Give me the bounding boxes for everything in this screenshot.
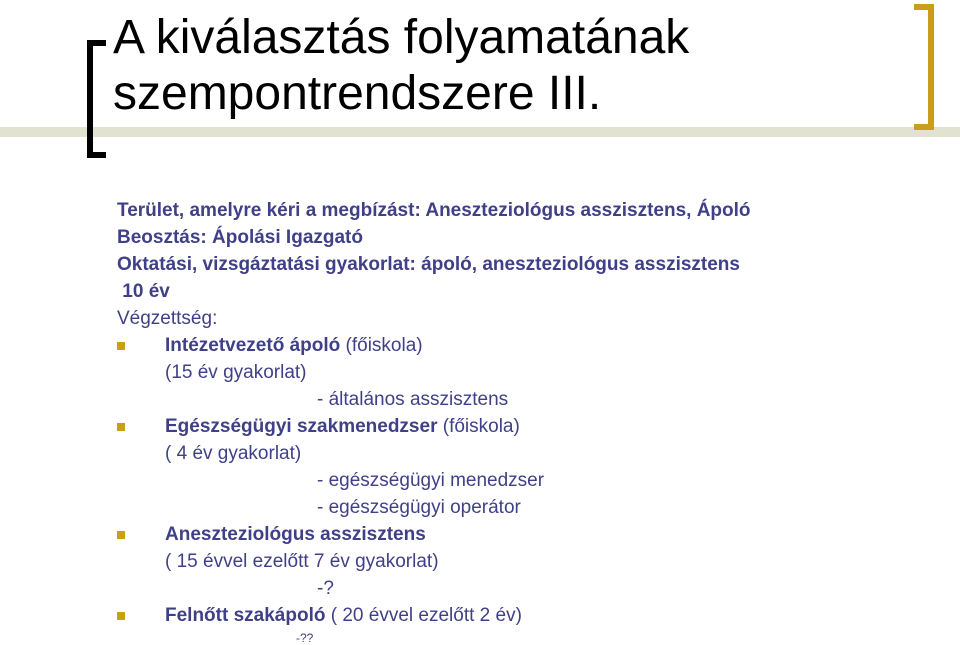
item-title-suffix: (főiskola) (437, 416, 520, 437)
item-title-text: Felnőtt szakápoló (165, 605, 326, 626)
oktatasi-line: Oktatási, vizsgáztatási gyakorlat: ápoló, aneszteziológus asszisztens (117, 254, 740, 275)
item-detail: - egészségügyi menedzser (317, 470, 545, 491)
item-detail: - általános asszisztens (317, 389, 509, 410)
item-title-text: Egészségügyi szakmenedzser (165, 416, 438, 437)
slide-title (113, 10, 689, 122)
ev-line: 10 év (117, 281, 170, 302)
item-experience: ( 15 évvel ezelőtt 7 év gyakorlat) (165, 551, 439, 572)
list-item-title (165, 416, 520, 438)
list-item-title (165, 335, 423, 357)
title-underline-bar (0, 127, 960, 137)
item-title-text: Aneszteziológus asszisztens (165, 524, 426, 545)
item-title-text: Intézetvezető ápoló (165, 335, 341, 356)
left-bracket-icon (87, 40, 107, 158)
bullet-icon (117, 612, 125, 620)
bullet-icon (117, 423, 125, 431)
vegzettseg-label: Végzettség: (117, 308, 218, 329)
item-detail: -? (317, 578, 334, 599)
item-detail: -?? (296, 631, 314, 645)
bullet-icon (117, 531, 125, 539)
bullet-icon (117, 342, 125, 350)
list-item-title (165, 524, 426, 546)
right-bracket-icon (913, 4, 935, 130)
beosztas-line: Beosztás: Ápolási Igazgató (117, 227, 363, 248)
item-detail: - egészségügyi operátor (317, 497, 521, 518)
item-title-suffix: (főiskola) (340, 335, 423, 356)
item-experience: ( 4 év gyakorlat) (165, 443, 302, 464)
title-line-1: A kiválasztás folyamatának (113, 11, 690, 64)
item-title-suffix: ( 20 évvel ezelőtt 2 év) (325, 605, 522, 626)
terulet-line: Terület, amelyre kéri a megbízást: Aneszteziológus asszisztens, Ápoló (117, 200, 751, 221)
item-experience: (15 év gyakorlat) (165, 362, 307, 383)
title-line-2: szempontrendszere III. (113, 67, 602, 120)
list-item-title (165, 605, 522, 627)
